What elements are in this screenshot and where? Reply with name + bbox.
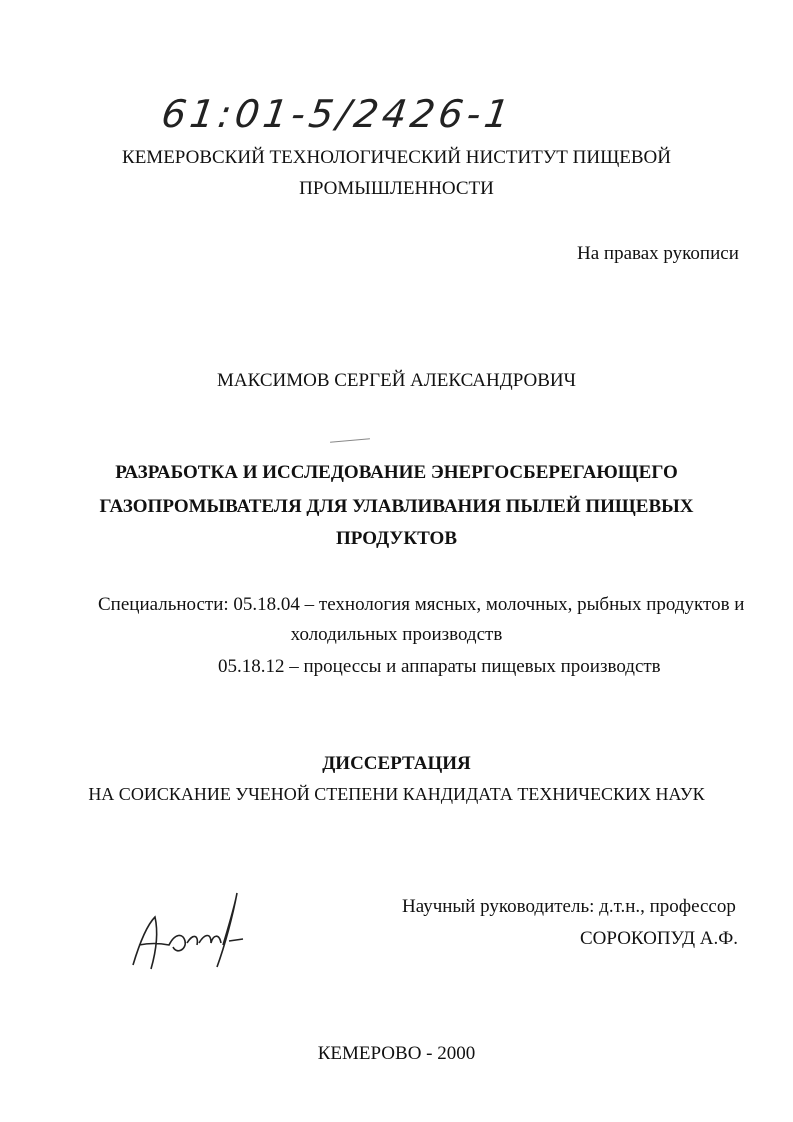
document-type: ДИССЕРТАЦИЯ — [322, 753, 471, 774]
specialties-line-1: Специальности: 05.18.04 – технология мясных, молочных, рыбных продуктов и — [98, 594, 745, 615]
specialties-line-3: 05.18.12 – процессы и аппараты пищевых производств — [218, 656, 661, 677]
author-signature — [125, 885, 245, 980]
manuscript-note: На правах рукописи — [577, 243, 739, 264]
institute-line-1: КЕМЕРОВСКИЙ ТЕХНОЛОГИЧЕСКИЙ НИСТИТУТ ПИЩЕВОЙ — [122, 147, 671, 168]
degree-line: НА СОИСКАНИЕ УЧЕНОЙ СТЕПЕНИ КАНДИДАТА ТЕХНИЧЕСКИХ НАУК — [88, 784, 705, 804]
title-line-2: ГАЗОПРОМЫВАТЕЛЯ ДЛЯ УЛАВЛИВАНИЯ ПЫЛЕЙ ПИЩЕВЫХ — [99, 496, 694, 517]
supervisor-name: СОРОКОПУД А.Ф. — [580, 928, 739, 949]
supervisor-line: Научный руководитель: д.т.н., профессор — [402, 896, 736, 917]
stray-mark — [330, 438, 370, 442]
title-line-3: ПРОДУКТОВ — [335, 528, 457, 549]
author-name: МАКСИМОВ СЕРГЕЙ АЛЕКСАНДРОВИЧ — [217, 370, 576, 391]
archive-code-handwritten: 61:01-5/2426-1 — [158, 92, 516, 136]
specialties-line-2: холодильных производств — [290, 624, 503, 645]
place-year: КЕМЕРОВО - 2000 — [317, 1043, 476, 1064]
title-line-1: РАЗРАБОТКА И ИССЛЕДОВАНИЕ ЭНЕРГОСБЕРЕГАЮЩЕГО — [115, 462, 678, 483]
institute-line-2: ПРОМЫШЛЕННОСТИ — [299, 178, 494, 199]
